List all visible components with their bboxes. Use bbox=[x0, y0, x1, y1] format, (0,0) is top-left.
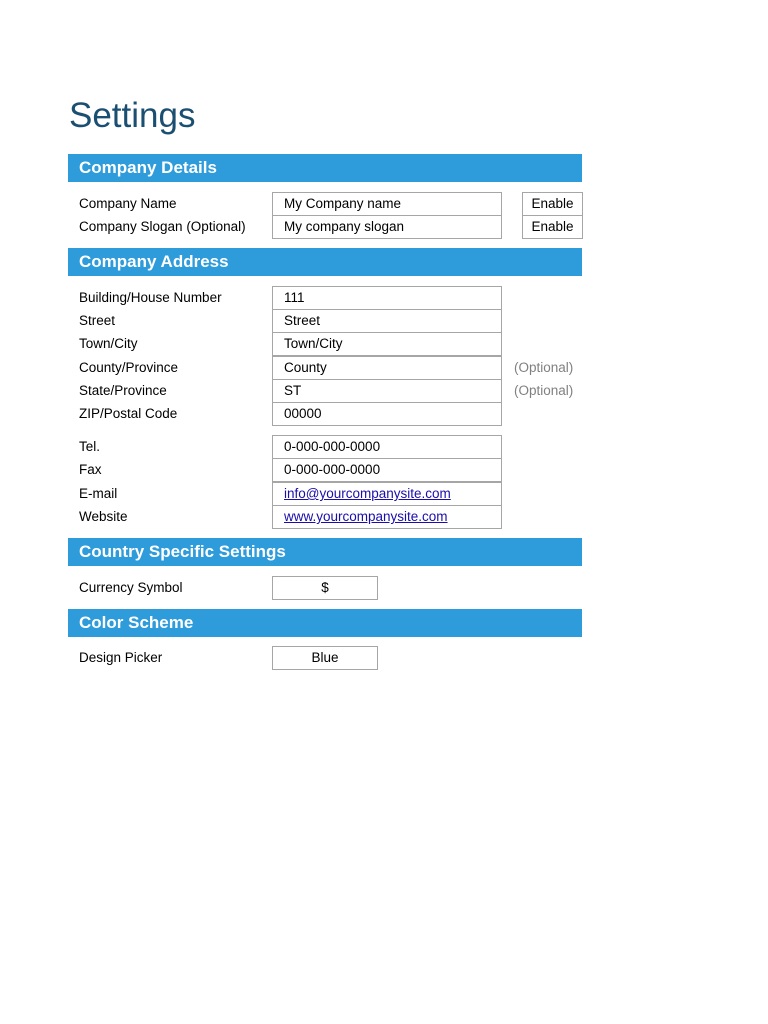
page-title: Settings bbox=[69, 96, 196, 135]
company-name-label: Company Name bbox=[79, 196, 177, 211]
county-optional-note: (Optional) bbox=[514, 360, 574, 375]
section-header-country-settings: Country Specific Settings bbox=[68, 538, 582, 566]
company-slogan-label: Company Slogan (Optional) bbox=[79, 219, 246, 234]
town-city-label: Town/City bbox=[79, 336, 138, 351]
section-header-color-scheme: Color Scheme bbox=[68, 609, 582, 637]
currency-symbol-label: Currency Symbol bbox=[79, 580, 183, 595]
enable-company-name-button[interactable]: Enable bbox=[522, 192, 583, 216]
tel-label: Tel. bbox=[79, 439, 101, 454]
design-picker-label: Design Picker bbox=[79, 650, 163, 665]
section-header-company-address: Company Address bbox=[68, 248, 582, 276]
website-link[interactable]: www.yourcompanysite.com bbox=[284, 509, 448, 524]
fax-field[interactable]: 0-000-000-0000 bbox=[272, 458, 502, 482]
building-number-field[interactable]: 111 bbox=[272, 286, 502, 310]
company-slogan-field[interactable]: My company slogan bbox=[272, 215, 502, 239]
email-label: E-mail bbox=[79, 486, 118, 501]
state-province-field[interactable]: ST bbox=[272, 379, 502, 403]
fax-label: Fax bbox=[79, 462, 102, 477]
street-field[interactable]: Street bbox=[272, 309, 502, 333]
state-province-label: State/Province bbox=[79, 383, 167, 398]
section-header-company-details: Company Details bbox=[68, 154, 582, 182]
currency-symbol-field[interactable]: $ bbox=[272, 576, 378, 600]
zip-postal-code-label: ZIP/Postal Code bbox=[79, 406, 178, 421]
street-label: Street bbox=[79, 313, 116, 328]
website-label: Website bbox=[79, 509, 128, 524]
email-field[interactable] bbox=[272, 482, 502, 506]
design-picker-select[interactable]: Blue bbox=[272, 646, 378, 670]
county-province-label: County/Province bbox=[79, 360, 179, 375]
website-field[interactable] bbox=[272, 505, 502, 529]
building-number-label: Building/House Number bbox=[79, 290, 222, 305]
state-optional-note: (Optional) bbox=[514, 383, 574, 398]
town-city-field[interactable]: Town/City bbox=[272, 332, 502, 356]
county-province-field[interactable]: County bbox=[272, 356, 502, 380]
email-link[interactable]: info@yourcompanysite.com bbox=[284, 486, 451, 501]
zip-postal-code-field[interactable]: 00000 bbox=[272, 402, 502, 426]
company-name-field[interactable]: My Company name bbox=[272, 192, 502, 216]
tel-field[interactable]: 0-000-000-0000 bbox=[272, 435, 502, 459]
enable-company-slogan-button[interactable]: Enable bbox=[522, 215, 583, 239]
